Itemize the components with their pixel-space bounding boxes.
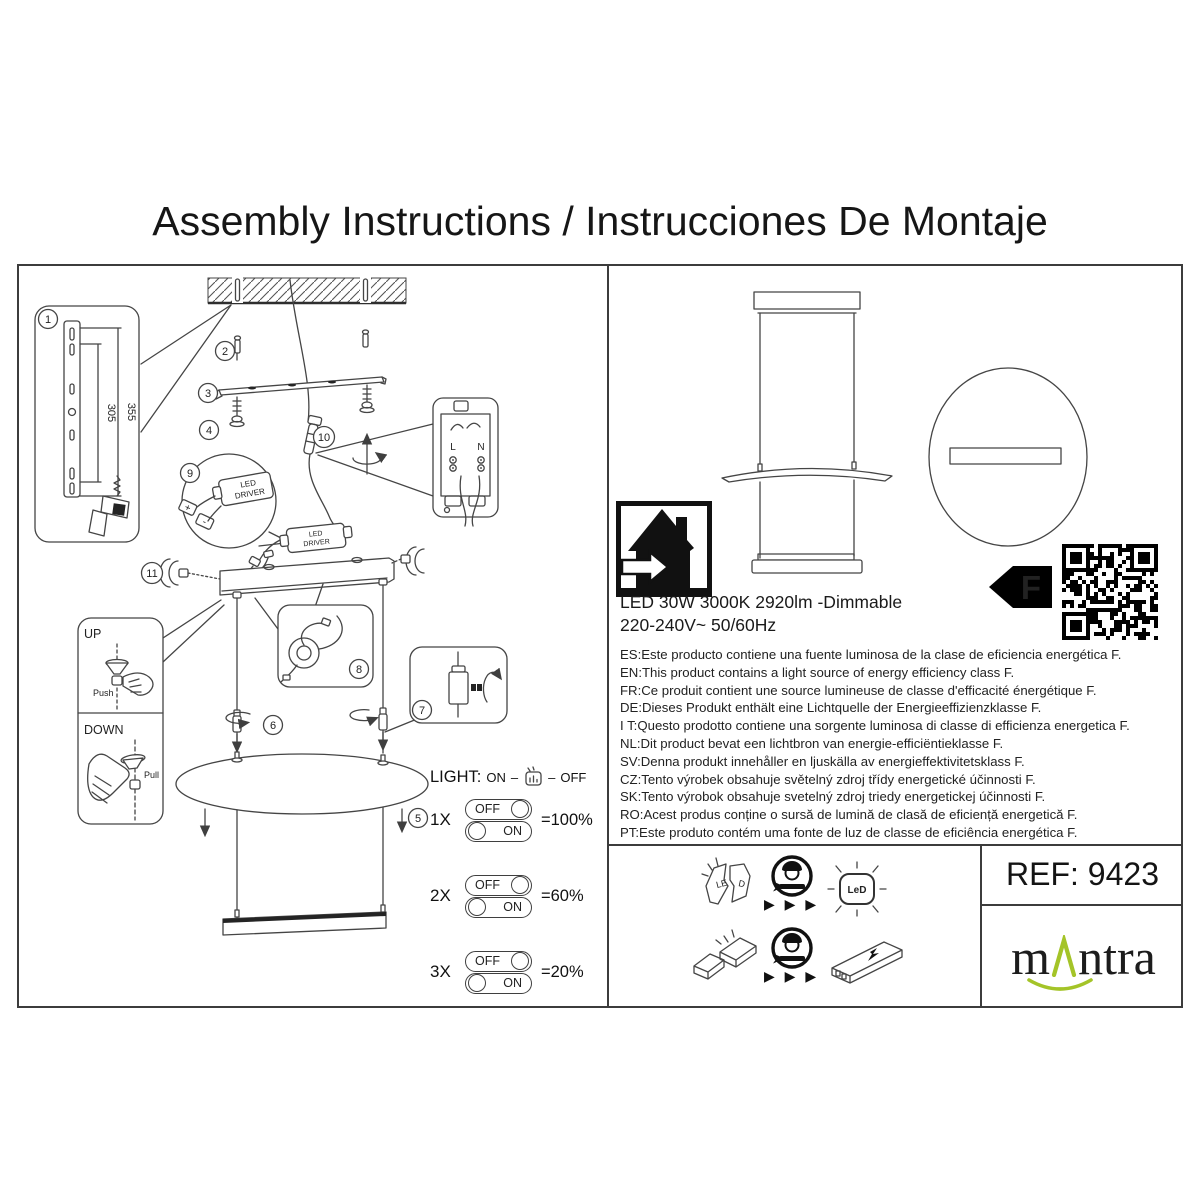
suspension-bar — [214, 377, 386, 399]
language-line: SK:Tento výrobok obsahuje svetelný zdroj triedy energetickej účinnosti F. — [620, 789, 1046, 805]
replace-arrows: ▶ ▶ ▶ — [764, 968, 820, 984]
canopy-bar — [220, 558, 394, 599]
spec-line-1: LED 30W 3000K 2920lm -Dimmable — [620, 592, 903, 612]
technician-icon — [770, 926, 814, 970]
svg-text:4: 4 — [205, 425, 213, 437]
svg-text:7: 7 — [418, 705, 426, 717]
broken-led-icon — [700, 856, 756, 914]
gripper-left — [226, 710, 250, 748]
svg-text:9: 9 — [186, 468, 194, 480]
switch-knob — [468, 974, 486, 992]
language-line: SV:Denna produkt innehåller en ljuskälla av energieffektivitetsklass F. — [620, 753, 1025, 769]
press-count: 1X — [430, 810, 451, 829]
replace-arrows: ▶ ▶ ▶ — [764, 896, 820, 912]
led-bar — [223, 905, 386, 935]
off-label: OFF — [475, 878, 500, 892]
language-line: ES:Este producto contiene una fuente luminosa de la clase de eficiencia energética F. — [620, 647, 1122, 662]
language-line: DE:Dieses Produkt enthält eine Lichtquelle der Energieeffizienzklasse F. — [620, 700, 1042, 716]
driver-box-icon — [826, 934, 916, 992]
working-led-icon — [826, 858, 888, 920]
spec-line-2: 220-240V~ 50/60Hz — [620, 615, 777, 635]
lightning-bolt — [868, 948, 879, 961]
side-screw-left — [160, 559, 220, 587]
press-count: 2X — [430, 886, 451, 905]
dimmer-icon — [523, 765, 543, 789]
bottom-bar — [752, 560, 862, 573]
ceiling — [208, 277, 406, 303]
shade — [722, 468, 892, 482]
broken-led-text: LE — [715, 877, 729, 890]
plus-terminal: + — [182, 502, 193, 515]
switch-on — [465, 973, 532, 994]
language-line: EN:This product contains a light source of energy efficiency class F. — [620, 664, 1015, 680]
svg-text:5: 5 — [414, 813, 422, 825]
switch-off — [465, 799, 532, 820]
callout-terminal-block — [433, 398, 498, 526]
led-driver-label: LED — [308, 530, 323, 539]
switch-off — [465, 951, 532, 972]
on-label: ON — [503, 976, 522, 990]
switch-knob — [511, 876, 529, 894]
dash: – — [548, 769, 556, 785]
switch-pills — [465, 799, 532, 842]
up-label: UP — [84, 627, 102, 641]
language-line: FR:Ce produit contient une source lumineuse de classe d'efficacité énergétique F. — [620, 682, 1097, 698]
switch-pills — [465, 875, 532, 918]
side-screw-right — [392, 547, 424, 575]
switch-pills — [465, 951, 532, 994]
switch-off — [465, 875, 532, 896]
switch-knob — [468, 822, 486, 840]
light-label: LIGHT: — [430, 767, 482, 786]
led-driver-label: LED — [239, 478, 257, 490]
svg-text:8: 8 — [355, 664, 363, 676]
brightness-value: =60% — [541, 886, 584, 905]
svg-text:3: 3 — [204, 388, 212, 400]
language-notices — [620, 646, 1180, 842]
light-off-label: OFF — [560, 769, 587, 785]
broken-driver-icon — [690, 928, 762, 986]
dim-355: 355 — [125, 402, 137, 422]
pendant-top-view — [920, 360, 1096, 556]
language-line: NL:Dit product bevat een lichtbron van energie-efficiëntieklasse F. — [620, 735, 1004, 751]
reference-number: REF: 9423 — [1006, 855, 1159, 892]
energy-class-letter: F — [1020, 569, 1042, 606]
ceiling-hole — [360, 277, 371, 303]
light-on-label: ON — [486, 769, 506, 785]
technician-icon — [770, 854, 814, 898]
light-control-row — [430, 764, 606, 790]
leader-line — [385, 719, 417, 732]
svg-text:2: 2 — [221, 346, 229, 358]
leader-line — [141, 305, 231, 432]
language-line: RO:Acest produs conține o sursă de lumină de clasă de eficiență energetică F. — [620, 807, 1078, 823]
ceiling-hole — [232, 277, 243, 303]
push-label: Push — [93, 688, 114, 698]
callout-bracket-detail — [35, 306, 139, 542]
language-line: CZ:Tento výrobek obsahuje světelný zdroj třídy energetické účinnosti F. — [620, 771, 1036, 787]
on-label: ON — [503, 900, 522, 914]
off-label: OFF — [475, 802, 500, 816]
oval-shade — [176, 752, 428, 814]
on-label: ON — [503, 824, 522, 838]
led-driver-box — [279, 522, 353, 553]
dim-level-row-2x — [430, 872, 584, 920]
svg-text:6: 6 — [269, 720, 277, 732]
off-label: OFF — [475, 954, 500, 968]
brightness-value: =100% — [541, 810, 593, 829]
broken-led-text: D — [737, 878, 747, 890]
qr-code — [1062, 544, 1158, 640]
brightness-value: =20% — [541, 962, 584, 981]
dim-305: 305 — [105, 403, 117, 423]
svg-text:11: 11 — [146, 568, 158, 580]
press-count: 3X — [430, 962, 451, 981]
language-line: I T:Questo prodotto contiene una sorgente luminosa di classe di efficienza energetica F. — [620, 718, 1130, 734]
pendant-front-view — [718, 272, 898, 582]
down-label: DOWN — [84, 723, 124, 737]
switch-knob — [511, 952, 529, 970]
led-driver-label: DRIVER — [234, 486, 266, 501]
indoor-use-icon — [616, 501, 712, 598]
switch-on — [465, 897, 532, 918]
language-line: PT:Este produto contém uma fonte de luz de classe de eficiência energética F. — [620, 824, 1078, 840]
dash: – — [510, 769, 519, 785]
brand-logo — [984, 908, 1183, 1006]
svg-text:1: 1 — [44, 314, 52, 326]
brand-text-m: m — [1011, 929, 1051, 985]
terminal-l-label: L — [450, 442, 456, 453]
dim-level-row-3x — [430, 948, 584, 996]
terminal-n-label: N — [477, 442, 485, 453]
dim-level-row-1x — [430, 796, 593, 844]
page-title: Assembly Instructions / Instrucciones De Montaje — [152, 198, 1048, 244]
mains-cable — [309, 454, 345, 534]
canopy — [754, 292, 860, 309]
ref-left-divider — [980, 844, 982, 1008]
brand-caret-icon — [1049, 935, 1079, 977]
brand-text-rest: ntra — [1078, 929, 1156, 985]
ref-brand-divider — [982, 904, 1181, 906]
led-badge-text: LeD — [847, 885, 867, 896]
switch-on — [465, 821, 532, 842]
energy-class-arrow — [984, 562, 1056, 612]
switch-knob — [511, 800, 529, 818]
callout-up-down — [78, 618, 163, 824]
svg-text:10: 10 — [317, 432, 331, 444]
switch-knob — [468, 898, 486, 916]
leader-line — [163, 600, 224, 662]
minus-terminal: - — [200, 516, 209, 529]
led-driver-label: DRIVER — [303, 538, 331, 549]
pull-label: Pull — [144, 770, 160, 780]
brand-smile-icon — [1025, 977, 1095, 996]
gripper-right — [350, 708, 387, 746]
